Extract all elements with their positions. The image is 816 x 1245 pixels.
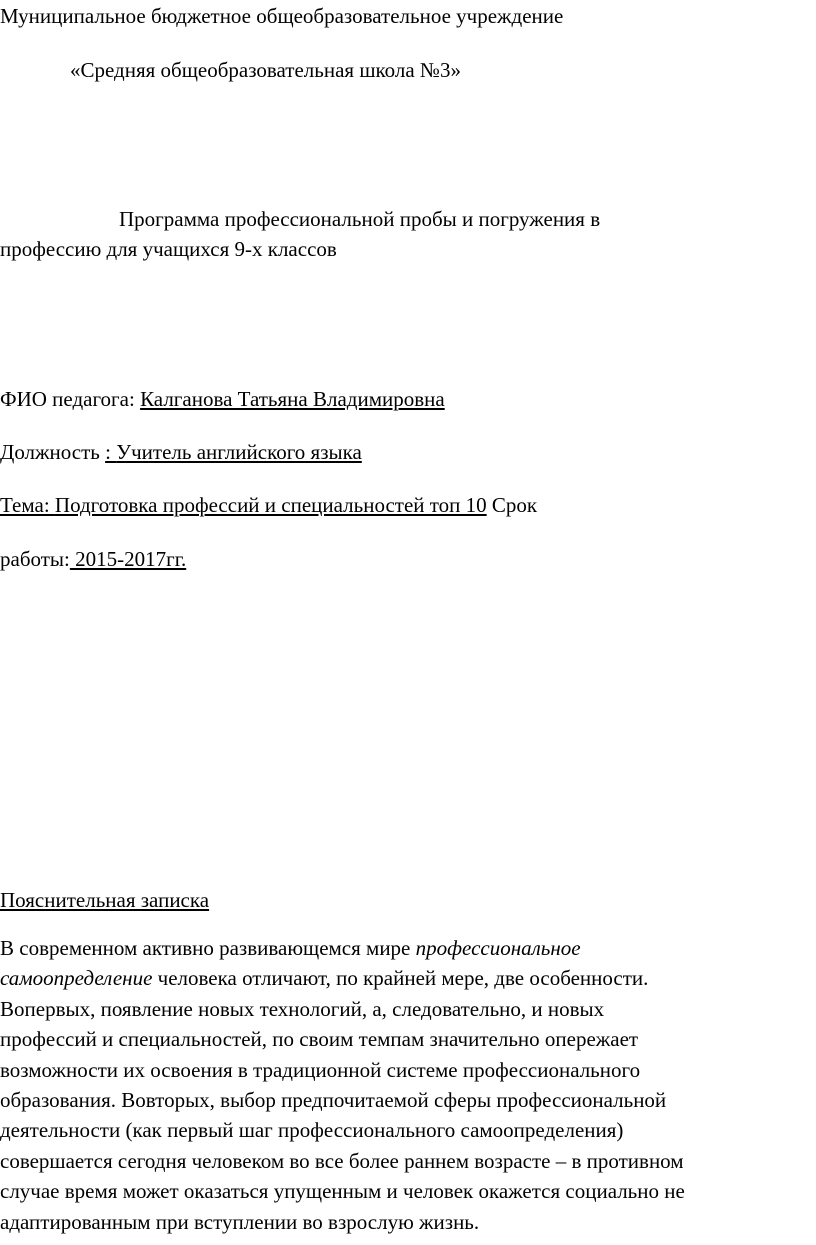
term-value: 2015-2017гг. xyxy=(69,547,187,571)
teacher-row xyxy=(0,384,445,414)
teacher-label: ФИО педагога: xyxy=(0,387,141,411)
paragraph-text: человека отличают, по крайней мере, две особенности. xyxy=(152,966,649,991)
paragraph-line xyxy=(0,933,806,963)
teacher-name: Калганова Татьяна Владимировна xyxy=(140,387,445,411)
position-label: Должность xyxy=(0,440,106,464)
position-row xyxy=(0,437,362,467)
paragraph-line: Вопервых, появление новых технологий, а, следовательно, и новых xyxy=(0,996,605,1021)
paragraph-line: случае время может оказаться упущенным и человек окажется социально не xyxy=(0,1179,685,1204)
institution-line-2: «Средняя общеобразовательная школа №3» xyxy=(70,58,461,82)
position-colon: : xyxy=(105,440,117,464)
topic-row xyxy=(0,490,537,520)
paragraph-line: адаптированным при вступлении во взрослую жизнь. xyxy=(0,1209,480,1234)
institution-line-1: Муниципальное бюджетное общеобразовательное учреждение xyxy=(0,4,564,28)
topic-value: Подготовка профессий и специальностей топ 10 xyxy=(54,493,487,517)
paragraph-line: деятельности (как первый шаг профессионального самоопределения) xyxy=(0,1118,624,1143)
program-title-line-1: Программа профессиональной пробы и погружения в xyxy=(119,207,601,231)
explanatory-note-heading xyxy=(0,885,209,915)
paragraph-line: совершается сегодня человеком во все более раннем возрасте – в противном xyxy=(0,1148,684,1173)
paragraph-emphasis: профессиональное xyxy=(415,936,581,960)
term-label-part1: Срок xyxy=(486,493,538,517)
program-title-line-2: профессию для учащихся 9-х классов xyxy=(0,237,337,261)
paragraph-line: возможности их освоения в традиционной системе профессионального xyxy=(0,1057,641,1082)
paragraph-text: В современном активно развивающемся мире xyxy=(0,936,416,960)
explanatory-note-paragraph xyxy=(0,933,806,1237)
paragraph-line: образования. Вовторых, выбор предпочитаемой сферы профессиональной xyxy=(0,1088,667,1113)
term-row xyxy=(0,544,186,574)
paragraph-line xyxy=(0,963,806,993)
term-label-part2: работы: xyxy=(0,547,70,571)
paragraph-emphasis: самоопределение xyxy=(0,966,153,991)
paragraph-line: профессий и специальностей, по своим темпам значительно опережает xyxy=(0,1027,639,1052)
explanatory-note-heading-text: Пояснительная записка xyxy=(0,888,210,912)
position-value: Учитель английского языка xyxy=(116,440,362,464)
topic-label: Тема: xyxy=(0,493,55,517)
